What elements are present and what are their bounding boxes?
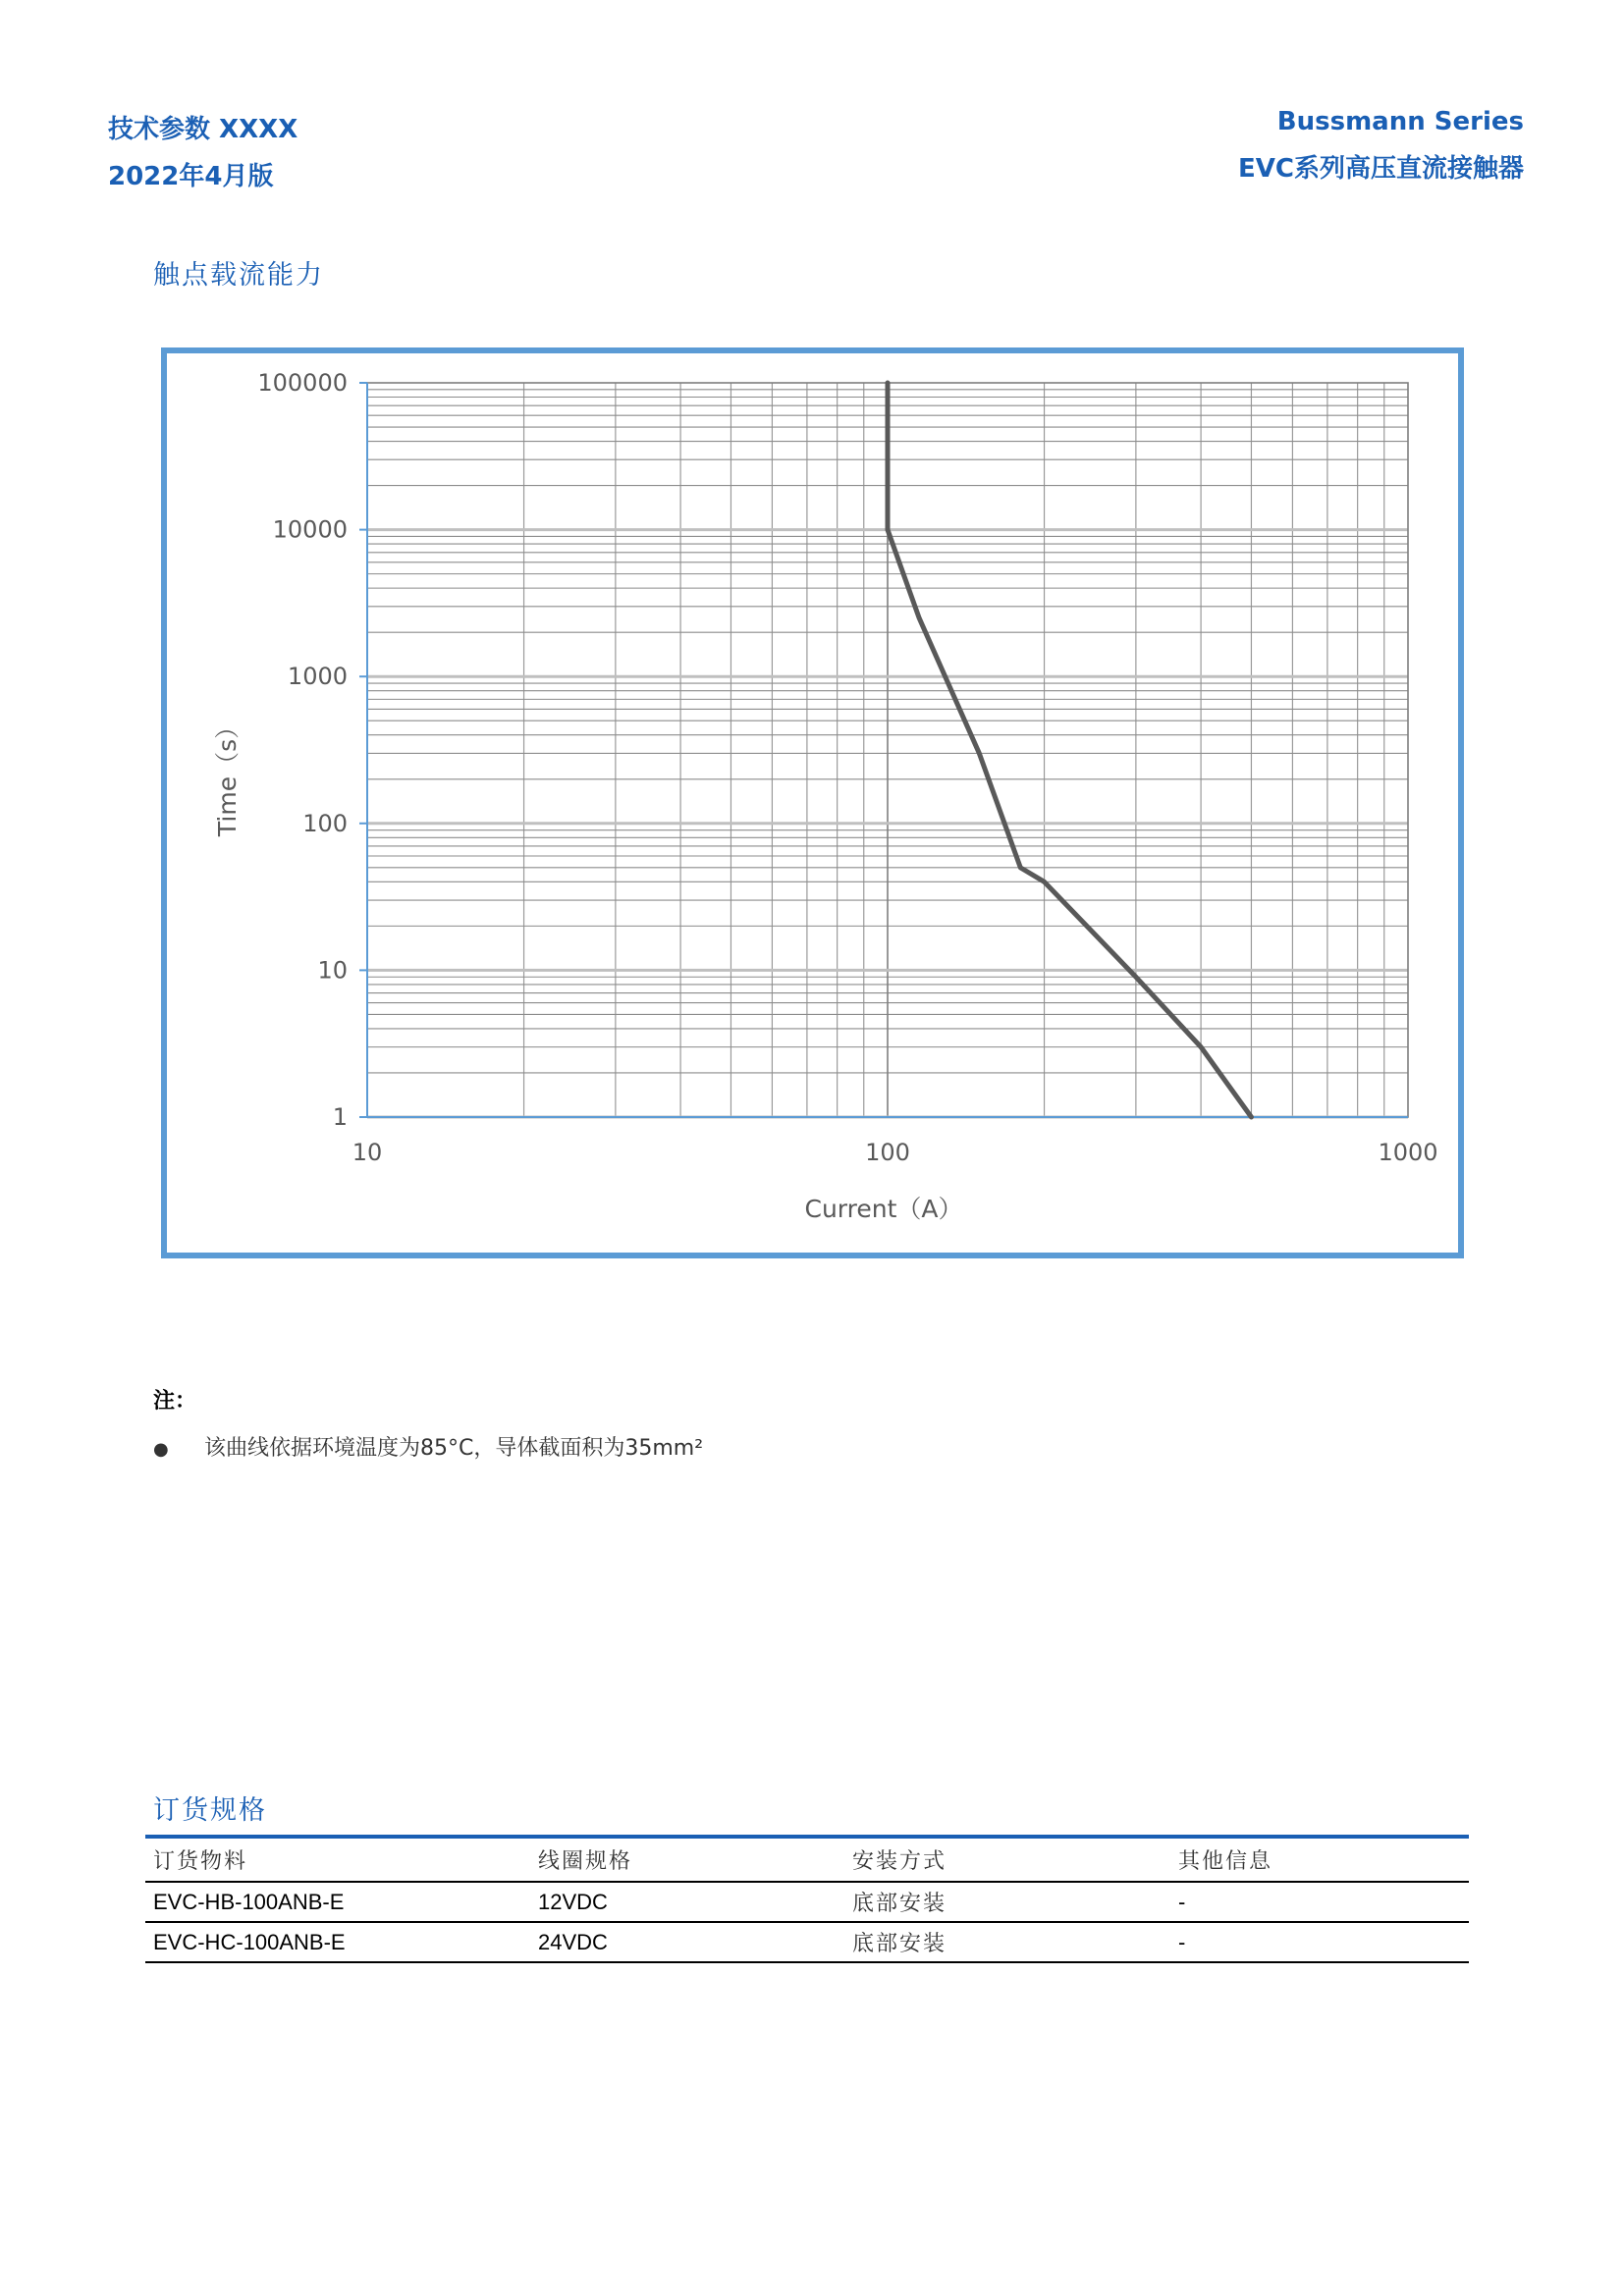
doc-edition: 2022年4月版	[108, 162, 274, 191]
y-tick-label: 1000	[287, 663, 348, 691]
cell-mounting: 底部安装	[844, 1922, 1170, 1962]
series-line	[888, 383, 1251, 1117]
table-row	[145, 1922, 1469, 1962]
product-line: EVC系列高压直流接触器	[1238, 154, 1524, 184]
note-item	[153, 1431, 703, 1462]
header-left	[108, 106, 298, 200]
x-tick-label: 10	[352, 1139, 383, 1166]
table-row	[145, 1882, 1469, 1922]
notes-label: 注：	[153, 1389, 197, 1414]
x-tick-label: 1000	[1378, 1139, 1438, 1166]
y-tick-label: 10	[317, 956, 348, 985]
y-tick-label: 100000	[257, 369, 348, 397]
bullet-icon: ●	[153, 1439, 169, 1460]
cell-coil-spec: 24VDC	[530, 1922, 844, 1962]
cell-other-info: -	[1170, 1882, 1469, 1922]
y-tick-label: 10000	[272, 515, 348, 544]
x-tick-label: 100	[865, 1139, 910, 1166]
header-part-number: 订货物料	[145, 1837, 530, 1882]
x-axis-label: Current（A）	[804, 1195, 963, 1223]
table-header-row	[145, 1837, 1469, 1882]
cell-part-number: EVC-HC-100ANB-E	[145, 1922, 530, 1962]
order-table	[145, 1835, 1469, 1963]
cell-mounting: 底部安装	[844, 1882, 1170, 1922]
cell-part-number: EVC-HB-100ANB-E	[145, 1882, 530, 1922]
header-mounting: 安装方式	[844, 1837, 1170, 1882]
cell-coil-spec: 12VDC	[530, 1882, 844, 1922]
chart-frame	[161, 347, 1464, 1258]
header-coil-spec: 线圈规格	[530, 1837, 844, 1882]
series-name: Bussmann Series	[1276, 107, 1524, 136]
note-text: 该曲线依据环境温度为85°C，导体截面积为35mm²	[204, 1436, 704, 1461]
y-tick-label: 1	[332, 1103, 348, 1131]
section-title-contact-capacity: 触点载流能力	[153, 260, 324, 291]
header-right	[1238, 98, 1524, 192]
section-title-ordering: 订货规格	[153, 1795, 267, 1826]
series-layer	[888, 383, 1251, 1117]
y-tick-label: 100	[302, 809, 348, 837]
y-axis-label: Time（s）	[213, 714, 242, 837]
time-current-chart	[167, 353, 1458, 1253]
doc-code: 技术参数 XXXX	[108, 115, 298, 144]
cell-other-info: -	[1170, 1922, 1469, 1962]
header-other-info: 其他信息	[1170, 1837, 1469, 1882]
